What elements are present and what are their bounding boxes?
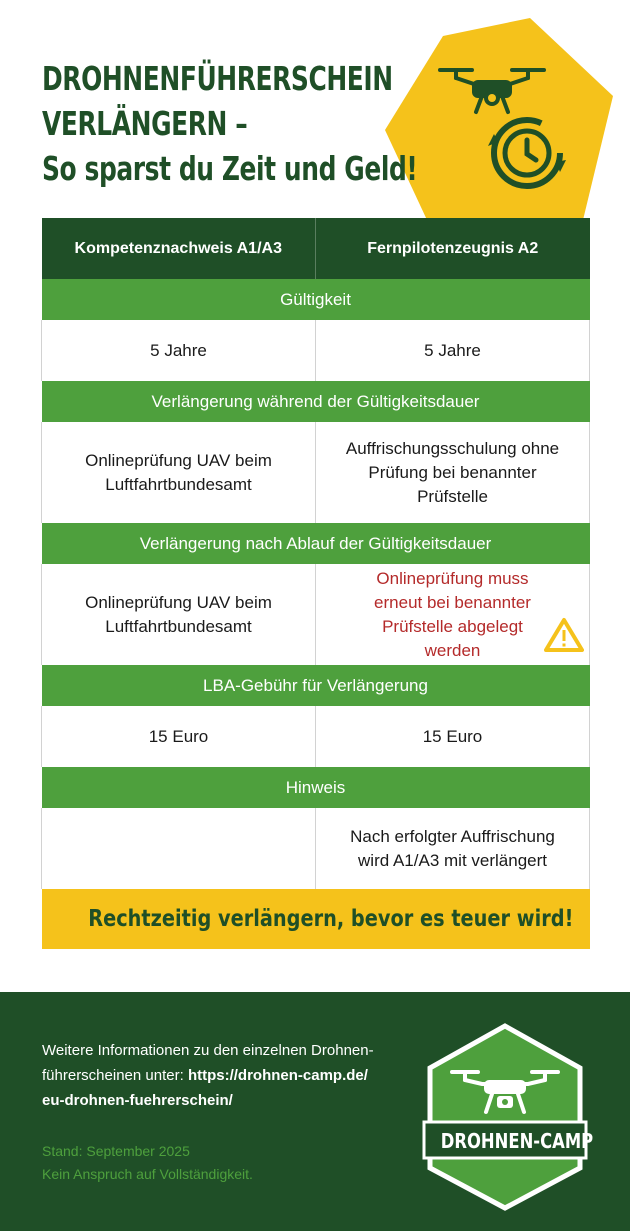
table-row xyxy=(42,564,590,665)
section-label: Verlängerung während der Gültigkeitsdauer xyxy=(42,381,590,422)
warning-icon xyxy=(544,617,584,653)
title-line-2: VERLÄNGERN – xyxy=(42,104,248,143)
title-line-1: DROHNENFÜHRERSCHEIN xyxy=(42,59,393,98)
comparison-table xyxy=(41,218,590,949)
info-label: Weitere Informationen zu den einzelnen Drohnen-führerscheinen unter: xyxy=(42,1042,374,1084)
cell-a1a3 xyxy=(42,422,316,523)
footer xyxy=(0,992,630,1231)
cell-a2-text: Auffrischungsschulung ohne Prüfung bei benannter Prüfstelle xyxy=(345,438,560,506)
page-title xyxy=(42,56,442,191)
cell-a1a3-text: Onlineprüfung UAV beim Luftfahrtbundesamt xyxy=(85,450,272,494)
section-row-note xyxy=(42,767,590,808)
cell-a2 xyxy=(316,422,590,523)
disclaimer: Kein Anspruch auf Vollständigkeit. xyxy=(42,1166,253,1182)
drohnen-camp-logo xyxy=(420,1022,594,1212)
logo-text: DROHNEN-CAMP xyxy=(440,1129,594,1153)
cell-a1a3-text: Onlineprüfung UAV beim Luftfahrtbundesamt xyxy=(85,592,272,636)
cta-text: Rechtzeitig verlängern, bevor es teuer wird! xyxy=(87,906,573,932)
stand-info xyxy=(42,1140,382,1186)
section-row-validity xyxy=(42,279,590,320)
section-row-renewal-after xyxy=(42,523,590,564)
cell-a1a3 xyxy=(42,564,316,665)
section-label: Gültigkeit xyxy=(42,279,590,320)
cell-a2 xyxy=(316,808,590,889)
warning-text: Onlineprüfung muss erneut bei benannter Prüfstelle abgelegt werden xyxy=(374,568,531,660)
section-row-renewal-during xyxy=(42,381,590,422)
table-row xyxy=(42,706,590,767)
cell-a2: 15 Euro xyxy=(316,706,590,767)
table-row xyxy=(42,320,590,381)
info-link-line-1[interactable]: https://drohnen-camp.de/ xyxy=(187,1067,368,1084)
cell-a2: 5 Jahre xyxy=(316,320,590,381)
stand-date: Stand: September 2025 xyxy=(42,1143,190,1159)
section-label: Hinweis xyxy=(42,767,590,808)
table-header-row xyxy=(42,218,590,279)
section-label: LBA-Gebühr für Verlängerung xyxy=(42,665,590,706)
column-header-a1a3: Kompetenznachweis A1/A3 xyxy=(42,218,316,279)
cell-a1a3 xyxy=(42,808,316,889)
section-row-fee xyxy=(42,665,590,706)
cell-a2-text: Nach erfolgter Auffrischung wird A1/A3 mit verlängert xyxy=(350,826,555,870)
table-row xyxy=(42,422,590,523)
section-label: Verlängerung nach Ablauf der Gültigkeitsdauer xyxy=(42,523,590,564)
table-row xyxy=(42,808,590,889)
clock-renew-icon xyxy=(486,112,568,194)
cell-a2-warning xyxy=(316,564,590,665)
info-text xyxy=(42,1038,422,1113)
title-line-3: So sparst du Zeit und Geld! xyxy=(42,149,418,188)
cta-row xyxy=(42,889,590,949)
column-header-a2: Fernpilotenzeugnis A2 xyxy=(316,218,590,279)
cell-a1a3: 5 Jahre xyxy=(42,320,316,381)
cell-a1a3: 15 Euro xyxy=(42,706,316,767)
info-link-line-2[interactable]: eu-drohnen-fuehrerschein/ xyxy=(42,1092,233,1109)
cta-banner xyxy=(42,889,590,949)
